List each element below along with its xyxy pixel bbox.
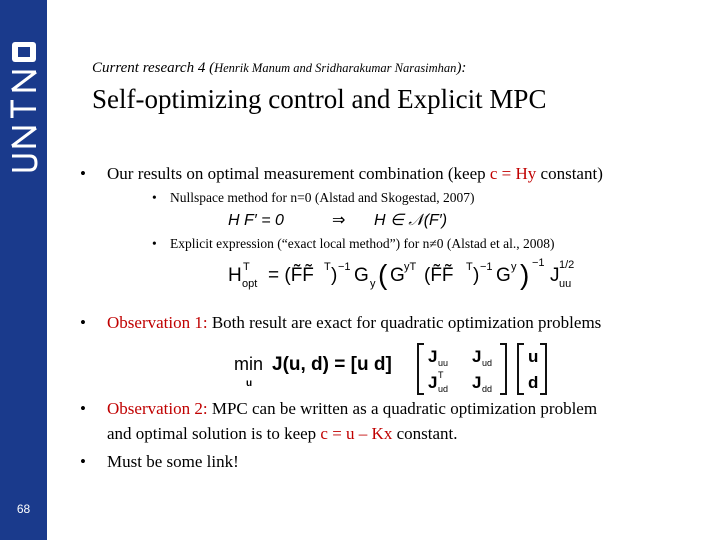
sidebar [0, 0, 47, 540]
svg-text:J: J [550, 265, 560, 286]
svg-text:ud: ud [482, 358, 493, 368]
observation-label: Observation 2: [107, 399, 208, 418]
svg-text:H: H [228, 265, 242, 286]
page-number: 68 [16, 502, 31, 516]
sub-bullet-text: Nullspace method for n=0 (Alstad and Skogestad, 2007) [170, 190, 475, 205]
bullet-dot: • [152, 236, 157, 251]
svg-text:min: min [234, 354, 264, 374]
bullet-dot: • [80, 313, 86, 332]
svg-text:−1: −1 [338, 261, 351, 273]
ntnu-logo [6, 38, 42, 172]
bullet-text: Both result are exact for quadratic optimization problems [207, 313, 602, 332]
quadratic-cost-equation [232, 340, 562, 398]
bullet-highlight: c = Hy [489, 164, 537, 183]
svg-text:): ) [520, 259, 530, 290]
svg-text:y: y [370, 278, 376, 290]
bullet-dot: • [80, 164, 86, 183]
subtitle-authors: Henrik Manum and Sridharakumar Narasimhan [214, 61, 457, 75]
bullet-text: Must be some link! [107, 452, 239, 471]
svg-text:H ∈ 𝒩(F′): H ∈ 𝒩(F′) [374, 212, 448, 229]
svg-text:(F̃F̃: (F̃F̃ [424, 265, 454, 286]
svg-text:G: G [496, 265, 511, 286]
svg-text:uu: uu [438, 358, 449, 368]
svg-text:): ) [473, 265, 480, 286]
svg-text:dd: dd [482, 384, 493, 394]
bullet-text: MPC can be written as a quadratic optimization problem [207, 399, 598, 418]
bullet-text: constant. [392, 424, 458, 443]
bullet-dot: • [80, 399, 86, 418]
observation-label: Observation 1: [107, 313, 208, 332]
svg-text:H F′ = 0: H F′ = 0 [228, 212, 284, 229]
svg-text:J: J [428, 373, 438, 392]
slide-title: Self-optimizing control and Explicit MPC [92, 84, 547, 114]
svg-text:u: u [528, 347, 539, 366]
bullet-highlight: c = u – Kx [320, 424, 393, 443]
svg-text:T: T [466, 261, 473, 273]
svg-text:T: T [438, 370, 444, 380]
bullet-dot: • [80, 452, 86, 471]
svg-text:J(u, d) = [u d]: J(u, d) = [u d] [272, 354, 392, 375]
svg-text:⇒: ⇒ [332, 210, 346, 229]
svg-text:−1: −1 [480, 261, 493, 273]
svg-text:T: T [243, 261, 250, 273]
svg-text:= (F̃F̃: = (F̃F̃ [268, 265, 314, 286]
svg-text:d: d [528, 373, 539, 392]
svg-text:y: y [511, 261, 517, 273]
subtitle-prefix: Current research 4 ( [92, 60, 215, 76]
svg-text:(: ( [378, 259, 388, 290]
svg-text:): ) [331, 265, 338, 286]
slide-subtitle [92, 60, 466, 77]
svg-text:−1: −1 [532, 257, 545, 269]
bullet-dot: • [152, 190, 157, 205]
bullet-text: Our results on optimal measurement combination (keep [107, 164, 490, 183]
svg-text:u: u [246, 378, 253, 389]
svg-text:J: J [472, 373, 482, 392]
nullspace-equation [228, 208, 468, 232]
svg-text:G: G [390, 265, 405, 286]
exact-local-equation [228, 254, 668, 294]
svg-text:yT: yT [404, 261, 417, 273]
svg-text:1/2: 1/2 [559, 259, 575, 271]
svg-text:T: T [324, 261, 331, 273]
svg-text:uu: uu [559, 278, 572, 290]
svg-text:ud: ud [438, 384, 449, 394]
svg-text:J: J [428, 347, 438, 366]
sub-bullet-text: Explicit expression (“exact local method”) for n≠0 (Alstad et al., 2008) [170, 236, 555, 251]
subtitle-suffix: ): [456, 60, 467, 76]
svg-text:G: G [354, 265, 369, 286]
bullet-text: constant) [536, 164, 603, 183]
svg-text:opt: opt [242, 278, 258, 290]
bullet-text: and optimal solution is to keep [107, 424, 321, 443]
svg-text:J: J [472, 347, 482, 366]
